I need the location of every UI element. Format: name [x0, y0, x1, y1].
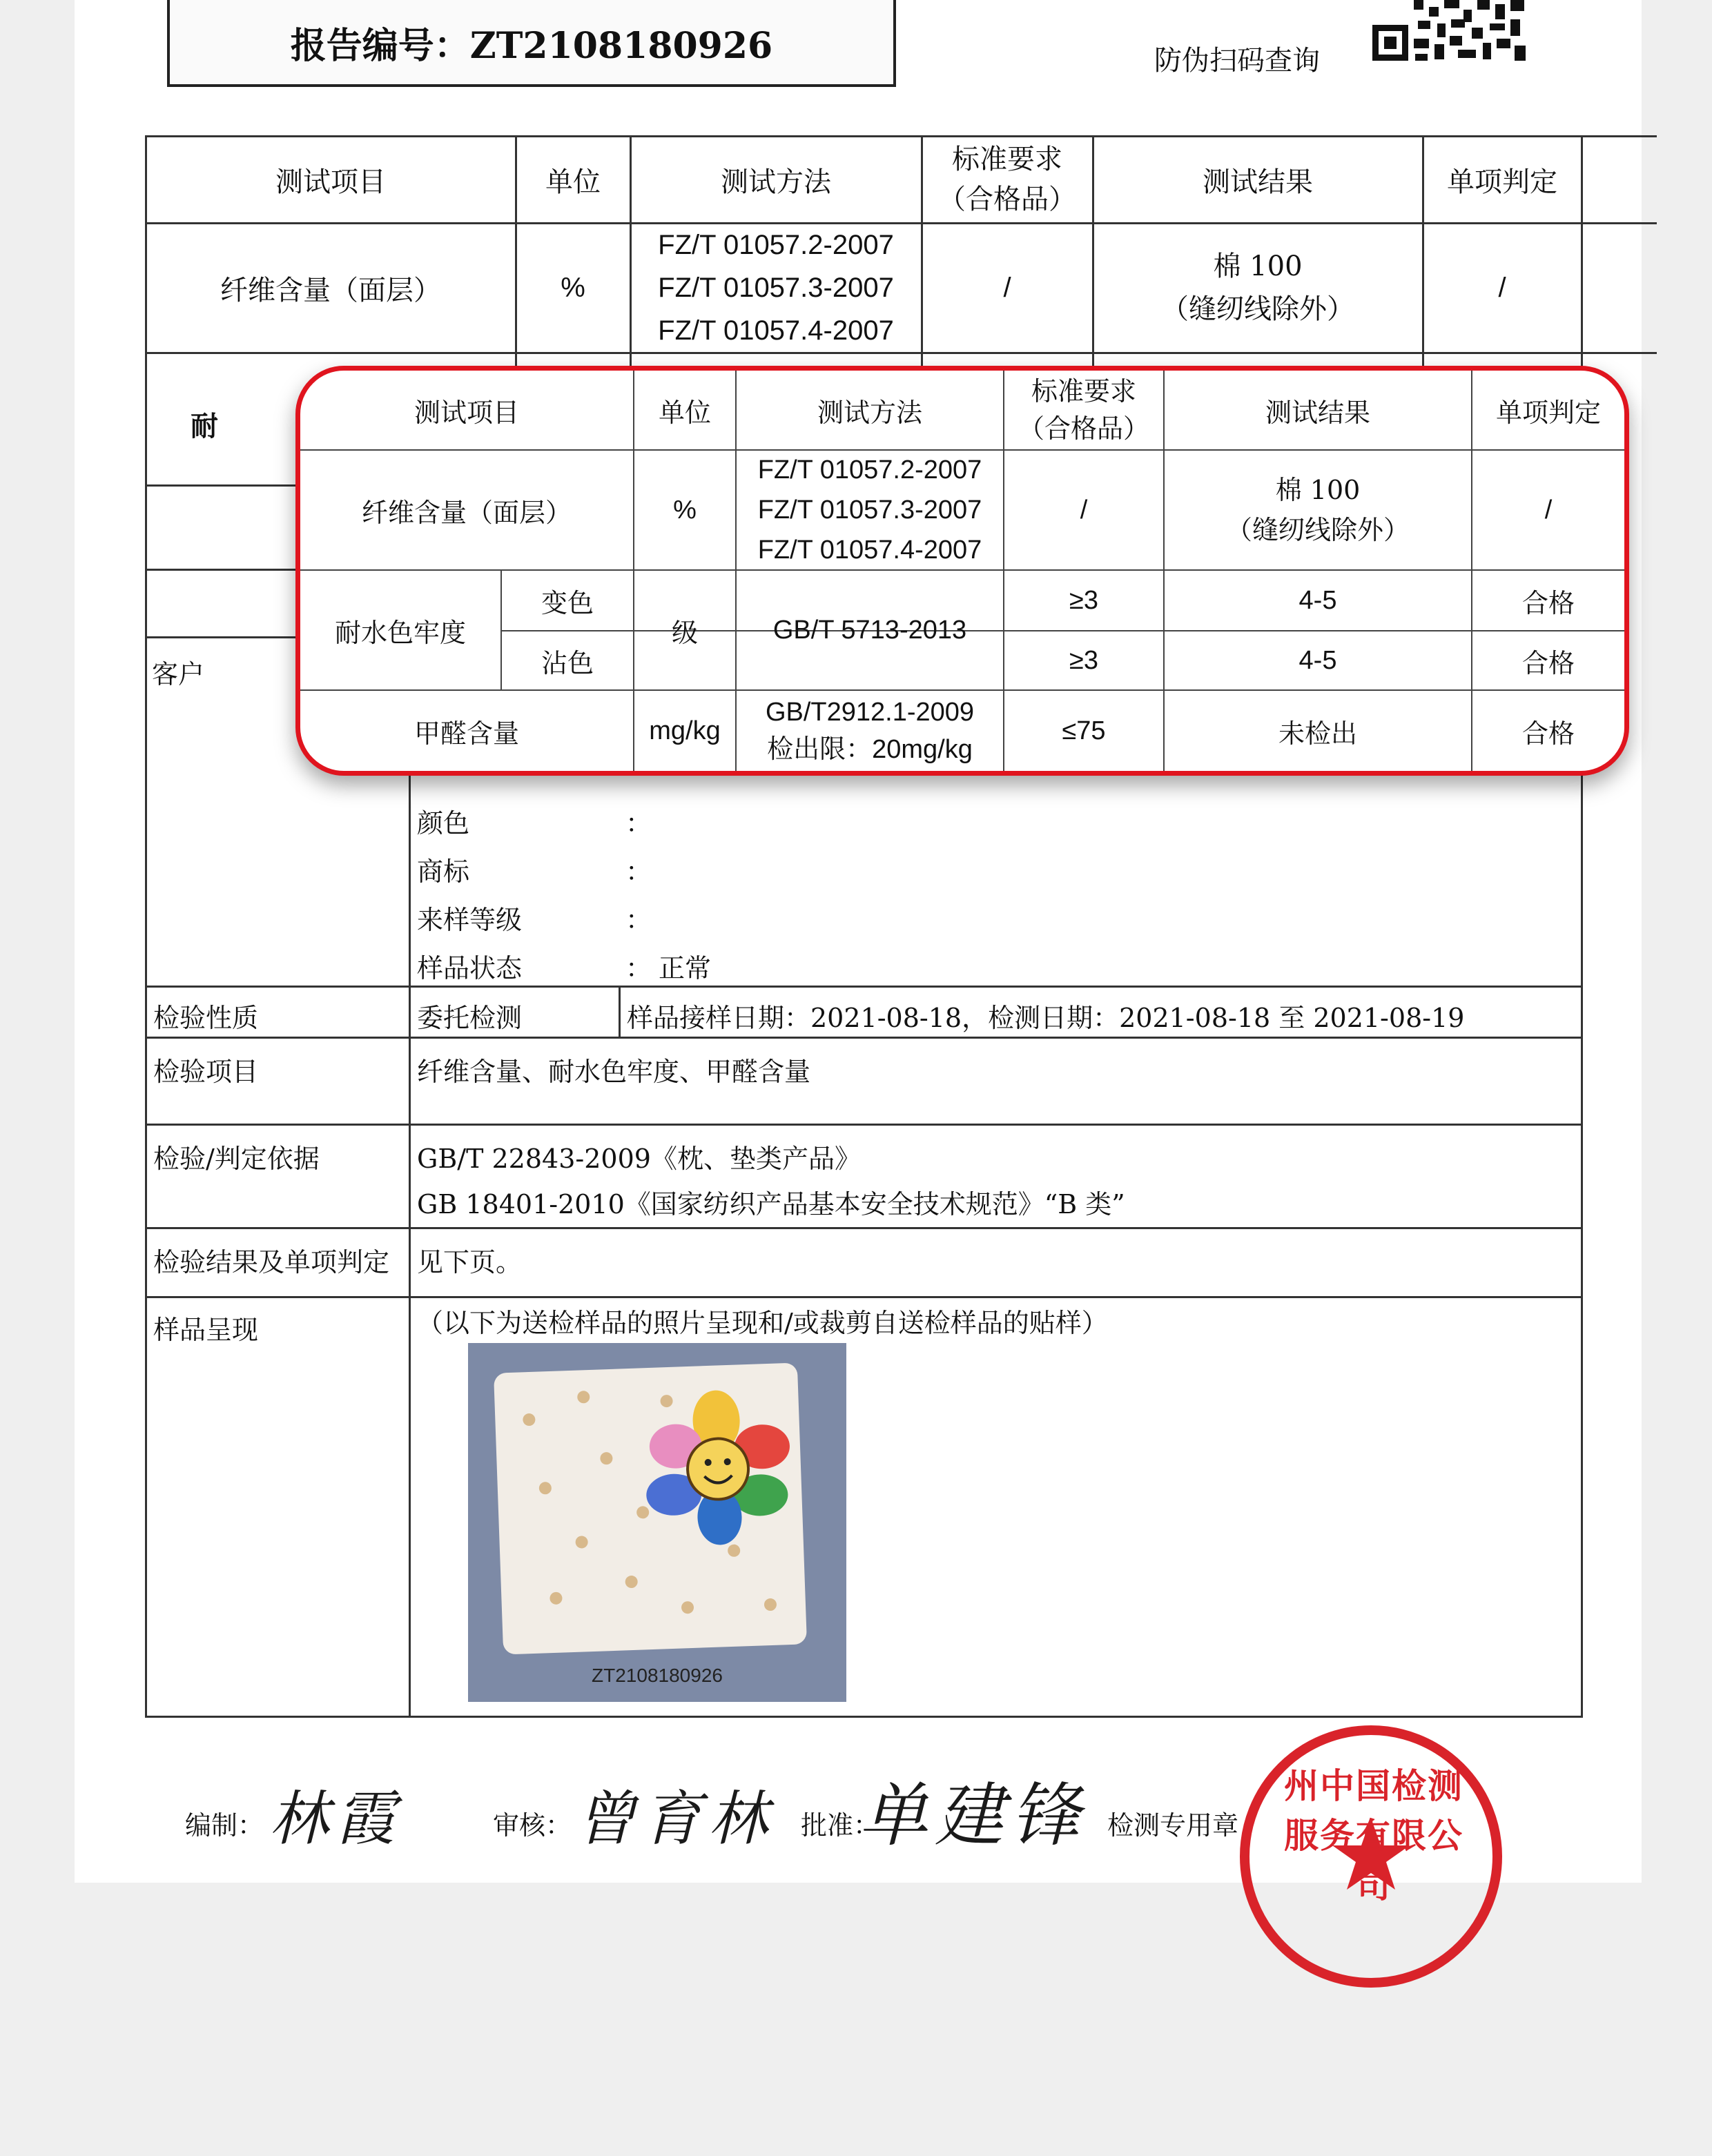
- ov-water-result-1: 4-5: [1298, 585, 1337, 615]
- ov-water-method: GB/T 5713-2013: [772, 615, 967, 645]
- report-number: 报告编号：ZT2108180926: [290, 24, 773, 67]
- nature-value: 委托检测: [417, 1003, 523, 1033]
- ov-fiber-requirement: /: [1080, 495, 1088, 525]
- sample-info-label-color: 颜色: [417, 808, 470, 839]
- compiled-label: 编制：: [185, 1810, 264, 1841]
- th-test-item: 测试项目: [275, 166, 386, 198]
- th-unit: 单位: [545, 166, 601, 198]
- ov-formaldehyde-result: 未检出: [1278, 718, 1357, 749]
- ov-water-sub-1: 变色: [541, 587, 594, 618]
- ov-fiber-verdict: /: [1544, 495, 1553, 525]
- photo-caption: ZT2108180926: [592, 1665, 723, 1686]
- sample-photo: [468, 1343, 846, 1702]
- th-method: 测试方法: [721, 166, 831, 198]
- pillow-sample: [494, 1362, 807, 1654]
- reviewed-signature: 曾育林: [576, 1785, 775, 1854]
- fiber-methods: FZ/T 01057.2-2007 FZ/T 01057.3-2007 FZ/T 01057.4-2007: [658, 230, 894, 346]
- test-dates: 样品接样日期：2021-08-18，检测日期：2021-08-18 至 2021-08-19: [627, 1003, 1465, 1033]
- compiled-signature: 林霞: [269, 1785, 402, 1854]
- th-requirement: 标准要求 （合格品）: [938, 144, 1076, 215]
- colon: ：: [625, 905, 652, 935]
- reviewed-label: 审核：: [493, 1810, 572, 1841]
- client-label-fragment: 客户: [152, 659, 205, 689]
- ov-fiber-result: 棉 100 （缝纫线除外）: [1225, 475, 1410, 545]
- approved-label: 批准：: [801, 1810, 880, 1841]
- sample-info-label-brand: 商标: [417, 856, 470, 887]
- sample-label: 样品呈现: [153, 1315, 259, 1345]
- official-stamp: [1240, 1725, 1502, 1988]
- result-value: 见下页。: [417, 1247, 523, 1277]
- ov-th-requirement: 标准要求 （合格品）: [1018, 376, 1149, 444]
- ov-water-result-2: 4-5: [1298, 645, 1337, 675]
- sample-info-value-status: 正常: [659, 953, 712, 983]
- result-label: 检验结果及单项判定: [153, 1247, 390, 1277]
- hidden-row-label: 耐: [191, 410, 218, 442]
- ov-water-req-1: ≥3: [1069, 585, 1098, 615]
- approved-signature: 单建锋: [859, 1775, 1087, 1856]
- items-label: 检验项目: [153, 1057, 259, 1087]
- ov-th-test-item: 测试项目: [414, 397, 519, 428]
- colon: ：: [625, 953, 652, 983]
- fiber-result: 棉 100 （缝纫线除外）: [1161, 251, 1354, 325]
- flower-icon: [639, 1391, 797, 1548]
- ov-th-verdict: 单项判定: [1495, 397, 1601, 428]
- ov-water-verdict-2: 合格: [1521, 647, 1575, 678]
- ov-water-sub-2: 沾色: [541, 647, 594, 678]
- fiber-item: 纤维含量（面层）: [220, 274, 441, 306]
- fiber-verdict: /: [1498, 272, 1506, 303]
- th-verdict: 单项判定: [1447, 166, 1557, 198]
- sample-info-label-grade: 来样等级: [417, 905, 523, 935]
- stamp-text: 州中国检测服务有限公司: [1284, 1765, 1463, 1905]
- qr-caption: 防伪扫码查询: [1154, 45, 1320, 77]
- basis-line-1: GB/T 22843-2009《枕、垫类产品》: [417, 1144, 861, 1174]
- highlight-table-overlay: [295, 366, 1629, 776]
- ov-formaldehyde-method: GB/T2912.1-2009 检出限：20mg/kg: [765, 698, 975, 764]
- fiber-unit: %: [561, 272, 585, 303]
- sample-note: （以下为送检样品的照片呈现和/或裁剪自送检样品的贴样）: [417, 1308, 1108, 1338]
- test-report-page: [75, 0, 1642, 1905]
- ov-th-unit: 单位: [658, 397, 711, 428]
- ov-water-verdict-1: 合格: [1521, 587, 1575, 618]
- ov-water-item: 耐水色牢度: [334, 617, 466, 648]
- items-value: 纤维含量、耐水色牢度、甲醛含量: [417, 1057, 811, 1087]
- ov-formaldehyde-verdict: 合格: [1521, 718, 1575, 749]
- ov-formaldehyde-item: 甲醛含量: [414, 718, 519, 749]
- ov-th-result: 测试结果: [1265, 397, 1370, 428]
- report-number-box: [167, 0, 896, 87]
- basis-line-2: GB 18401-2010《国家纺织产品基本安全技术规范》“B 类”: [417, 1189, 1125, 1219]
- fiber-requirement: /: [1003, 272, 1011, 303]
- basis-label: 检验/判定依据: [153, 1144, 320, 1174]
- qr-code-icon[interactable]: [1372, 0, 1527, 63]
- ov-water-req-2: ≥3: [1069, 645, 1098, 675]
- th-result: 测试结果: [1203, 166, 1313, 198]
- ov-water-unit: 级: [671, 617, 698, 648]
- colon: ：: [625, 856, 652, 887]
- ov-fiber-item: 纤维含量（面层）: [361, 497, 572, 528]
- stamp-label: 检测专用章: [1107, 1810, 1239, 1841]
- ov-fiber-methods: FZ/T 01057.2-2007 FZ/T 01057.3-2007 FZ/T 01057.4-2007: [757, 455, 982, 565]
- ov-th-method: 测试方法: [817, 397, 922, 428]
- sample-info-label-status: 样品状态: [417, 953, 523, 983]
- nature-label: 检验性质: [153, 1003, 259, 1033]
- colon: ：: [625, 808, 652, 839]
- ov-formaldehyde-requirement: ≤75: [1062, 716, 1106, 745]
- ov-fiber-unit: %: [673, 495, 697, 525]
- ov-formaldehyde-unit: mg/kg: [649, 716, 721, 745]
